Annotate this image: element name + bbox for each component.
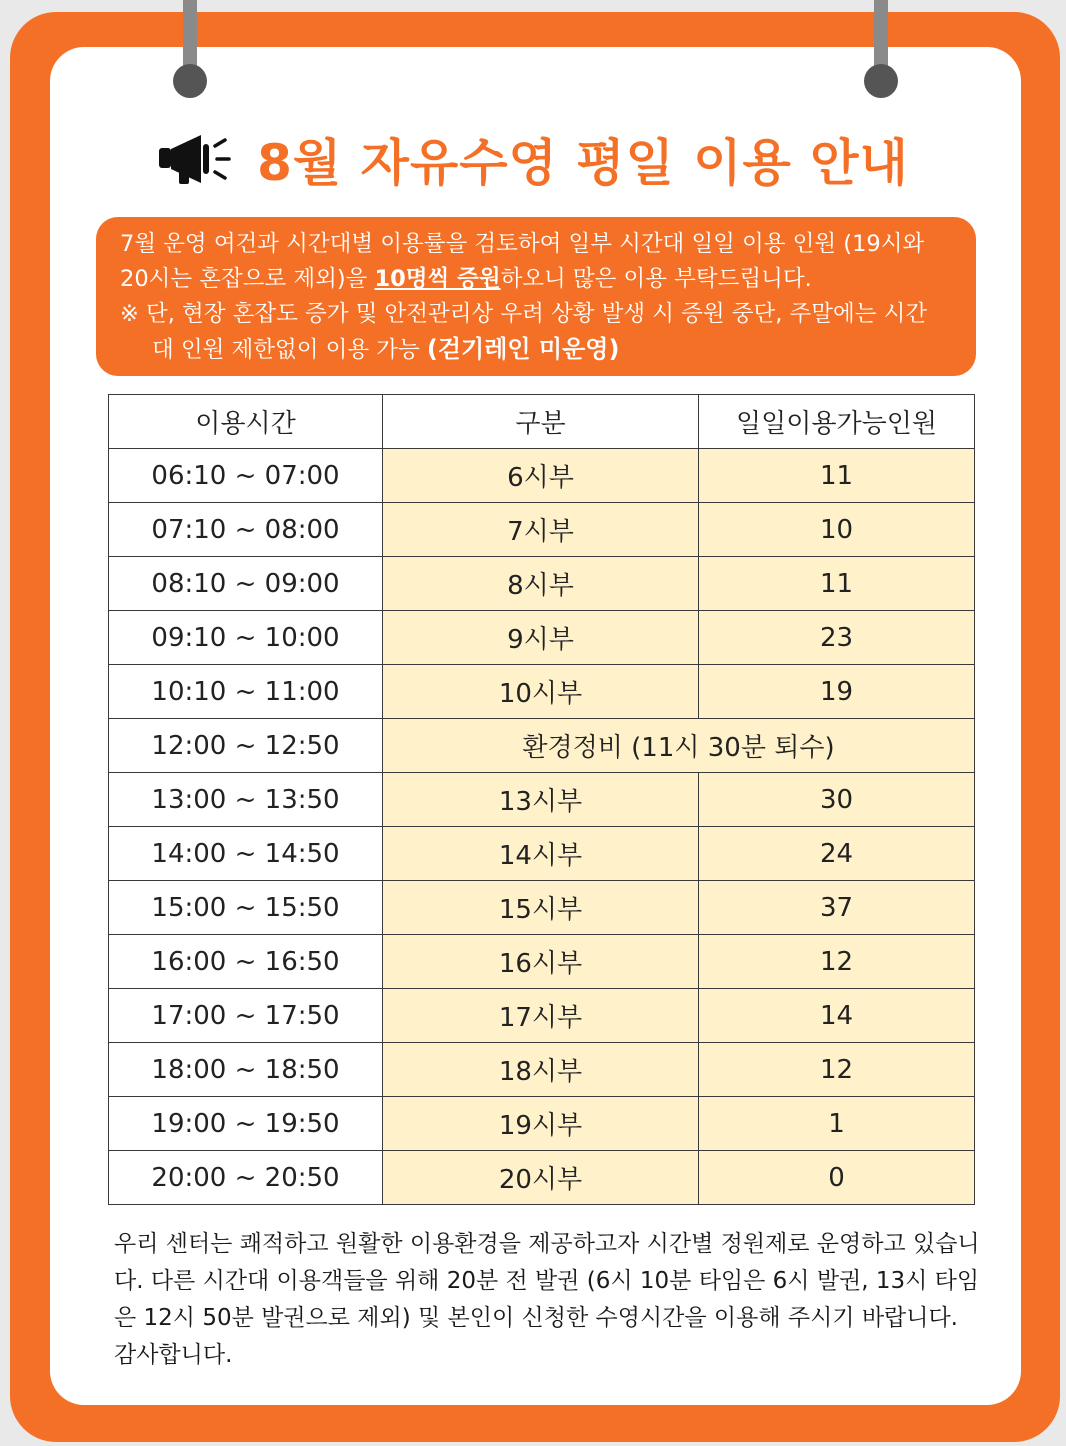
notice-line-4 [120, 332, 956, 368]
cell-capacity: 11 [699, 557, 975, 611]
notice-line-2 [120, 262, 956, 297]
notice-box [96, 217, 976, 376]
cell-category: 10시부 [383, 665, 699, 719]
cell-category: 7시부 [383, 503, 699, 557]
notice-line-1: 7월 운영 여건과 시간대별 이용률을 검토하여 일부 시간대 일일 이용 인원 (19시와 [120, 231, 925, 257]
cell-time: 16:00 ~ 16:50 [109, 935, 383, 989]
table-row [109, 1097, 975, 1151]
cell-capacity: 14 [699, 989, 975, 1043]
notice-line-4-strong: (걷기레인 미운영) [426, 335, 620, 363]
cell-category: 15시부 [383, 881, 699, 935]
table-row [109, 557, 975, 611]
cell-capacity: 12 [699, 1043, 975, 1097]
footer-text: 우리 센터는 쾌적하고 원활한 이용환경을 제공하고자 시간별 정원제로 운영하고 있습니다. 다른 시간대 이용객들을 위해 20분 전 발권 (6시 10분 타임은 6시 발권, 13시 타임은 12시 50분 발권으로 제외) 및 본인이 신청한 수영시간을 이용해 주시기 바랍니다. 감사합니다. [114, 1231, 980, 1368]
header-capacity: 일일이용가능인원 [699, 395, 975, 449]
cell-category: 13시부 [383, 773, 699, 827]
cell-category: 16시부 [383, 935, 699, 989]
schedule-table [108, 394, 975, 1205]
cell-category: 19시부 [383, 1097, 699, 1151]
notice-line-4-before: 대 인원 제한없이 이용 가능 [152, 337, 427, 363]
megaphone-icon [157, 132, 239, 186]
notice-highlight: 10명씩 증원 [374, 266, 501, 292]
cell-category: 6시부 [383, 449, 699, 503]
table-row [109, 449, 975, 503]
cell-capacity: 19 [699, 665, 975, 719]
cell-capacity: 23 [699, 611, 975, 665]
cell-category: 9시부 [383, 611, 699, 665]
cell-capacity: 37 [699, 881, 975, 935]
table-row [109, 665, 975, 719]
table-row [109, 935, 975, 989]
table-row [109, 881, 975, 935]
table-row [109, 719, 975, 773]
cell-time: 09:10 ~ 10:00 [109, 611, 383, 665]
table-row [109, 503, 975, 557]
schedule-body [109, 449, 975, 1205]
table-row [109, 1151, 975, 1205]
cell-capacity: 11 [699, 449, 975, 503]
hanger-ring-left [173, 64, 207, 98]
cell-time: 08:10 ~ 09:00 [109, 557, 383, 611]
header-time: 이용시간 [109, 395, 383, 449]
cell-category: 14시부 [383, 827, 699, 881]
cell-time: 13:00 ~ 13:50 [109, 773, 383, 827]
title-row [0, 124, 1066, 194]
cell-time: 14:00 ~ 14:50 [109, 827, 383, 881]
cell-category: 17시부 [383, 989, 699, 1043]
cell-capacity: 24 [699, 827, 975, 881]
cell-time: 10:10 ~ 11:00 [109, 665, 383, 719]
page-title: 8월 자유수영 평일 이용 안내 [257, 134, 909, 192]
cell-capacity: 1 [699, 1097, 975, 1151]
cell-category: 8시부 [383, 557, 699, 611]
cell-time: 12:00 ~ 12:50 [109, 719, 383, 773]
cell-category: 18시부 [383, 1043, 699, 1097]
cell-capacity: 12 [699, 935, 975, 989]
cell-time: 15:00 ~ 15:50 [109, 881, 383, 935]
cell-time: 06:10 ~ 07:00 [109, 449, 383, 503]
cell-capacity: 10 [699, 503, 975, 557]
table-row [109, 611, 975, 665]
cell-category: 20시부 [383, 1151, 699, 1205]
table-row [109, 773, 975, 827]
table-row [109, 1043, 975, 1097]
cell-time: 17:00 ~ 17:50 [109, 989, 383, 1043]
cell-capacity: 0 [699, 1151, 975, 1205]
notice-line-2-before: 20시는 혼잡으로 제외)을 [120, 266, 375, 292]
table-header-row [109, 395, 975, 449]
cell-time: 07:10 ~ 08:00 [109, 503, 383, 557]
cell-maintenance: 환경정비 (11시 30분 퇴수) [383, 719, 975, 773]
cell-time: 18:00 ~ 18:50 [109, 1043, 383, 1097]
hanger-ring-right [864, 64, 898, 98]
cell-time: 19:00 ~ 19:50 [109, 1097, 383, 1151]
table-row [109, 827, 975, 881]
header-category: 구분 [383, 395, 699, 449]
cell-capacity: 30 [699, 773, 975, 827]
cell-time: 20:00 ~ 20:50 [109, 1151, 383, 1205]
table-row [109, 989, 975, 1043]
notice-line-2-after: 하오니 많은 이용 부탁드립니다. [500, 266, 812, 292]
notice-line-3: ※ 단, 현장 혼잡도 증가 및 안전관리상 우려 상황 발생 시 증원 중단, 주말에는 시간 [120, 301, 928, 327]
